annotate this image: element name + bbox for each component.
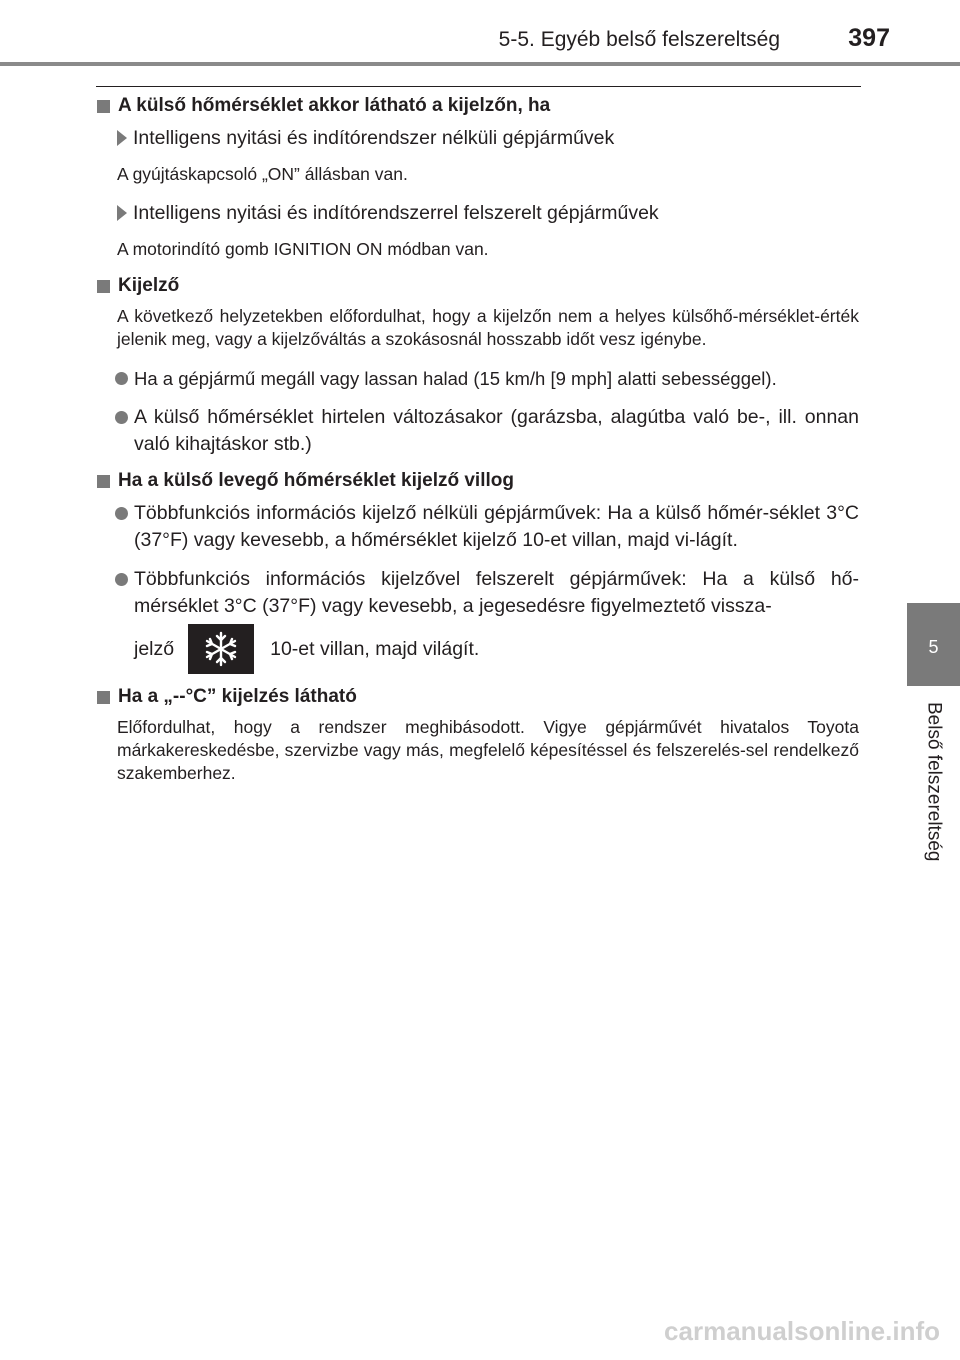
indicator-word: jelző [134,637,175,660]
paragraph: A gyújtáskapcsoló „ON” állásban van. [117,164,408,184]
section-heading [97,95,859,117]
circle-bullet-icon [115,507,128,520]
section-heading [97,686,859,708]
bullet-text: Ha a gépjármű megáll vagy lassan halad (15 km/h [9 mph] alatti sebességgel). [134,368,777,389]
paragraph: A következő helyzetekben előfordulhat, hogy a kijelzőn nem a helyes külsőhő-mérséklet-érték jelenik meg, vagy a kijelzőváltás a szokásosnál hosszabb időt vesz igénybe. [117,306,859,349]
section-heading [97,470,859,492]
paragraph: A motorindító gomb IGNITION ON módban van. [117,239,489,259]
section-heading-text: A külső hőmérséklet akkor látható a kijelzőn, ha [118,95,551,116]
chapter-label-box [907,702,960,872]
section-heading-text: Ha a „--°C” kijelzés látható [118,686,357,707]
triangle-arrow-icon [117,130,127,146]
bullet-text: Többfunkciós információs kijelző nélküli gépjárművek: Ha a külső hőmér-séklet 3°C (37°F) vagy kevesebb, a hőmérséklet kijelző 10-et villan, majd vi-lágít. [134,502,859,551]
subheading-text: Intelligens nyitási és indítórendszer nélküli gépjárművek [133,127,615,149]
section-heading [97,275,859,297]
circle-bullet-icon [115,411,128,424]
header-section-title: 5-5. Egyéb belső felszereltség [498,28,780,51]
paragraph: Előfordulhat, hogy a rendszer meghibásodott. Vigye gépjárművét hivatalos Toyota márkakereskedésbe, szervizbe vagy más, megfelelő képesítéssel és felszerelés-sel rendelkező szakemberhez. [117,717,859,783]
bullet-item [115,566,859,674]
subheading-text: Intelligens nyitási és indítórendszerrel felszerelt gépjárművek [133,202,659,224]
chapter-number: 5 [928,637,939,657]
section-heading-text: Ha a külső levegő hőmérséklet kijelző villog [118,470,514,491]
subheading [117,200,859,226]
triangle-arrow-icon [117,205,127,221]
header-rule [0,62,960,66]
square-marker-icon [97,691,110,704]
square-marker-icon [97,280,110,293]
watermark: carmanualsonline.info [664,1316,940,1346]
subheading [117,125,859,151]
snowflake-icon [188,624,254,674]
bullet-item [115,404,859,458]
chapter-tab [907,603,960,686]
content-top-rule [96,86,861,87]
page-content [97,95,859,799]
circle-bullet-icon [115,372,128,385]
bullet-text: A külső hőmérséklet hirtelen változásakor (garázsba, alagútba való be-, ill. onnan való kihajtáskor stb.) [134,406,859,455]
bullet-text: Többfunkciós információs kijelzővel felszerelt gépjárművek: Ha a külső hő-mérséklet 3°C (37°F) vagy kevesebb, a jegesedésre figyelmeztető vissza- [134,568,859,617]
bullet-text-block [134,566,859,674]
bullet-text: 10-et villan, majd világít. [270,637,480,660]
bullet-item [115,500,859,554]
indicator-line [134,624,859,674]
circle-bullet-icon [115,573,128,586]
page-number: 397 [848,24,890,52]
square-marker-icon [97,100,110,113]
chapter-label: Belső felszereltség [923,702,945,862]
bullet-item [115,365,859,392]
section-heading-text: Kijelző [118,275,180,296]
square-marker-icon [97,475,110,488]
